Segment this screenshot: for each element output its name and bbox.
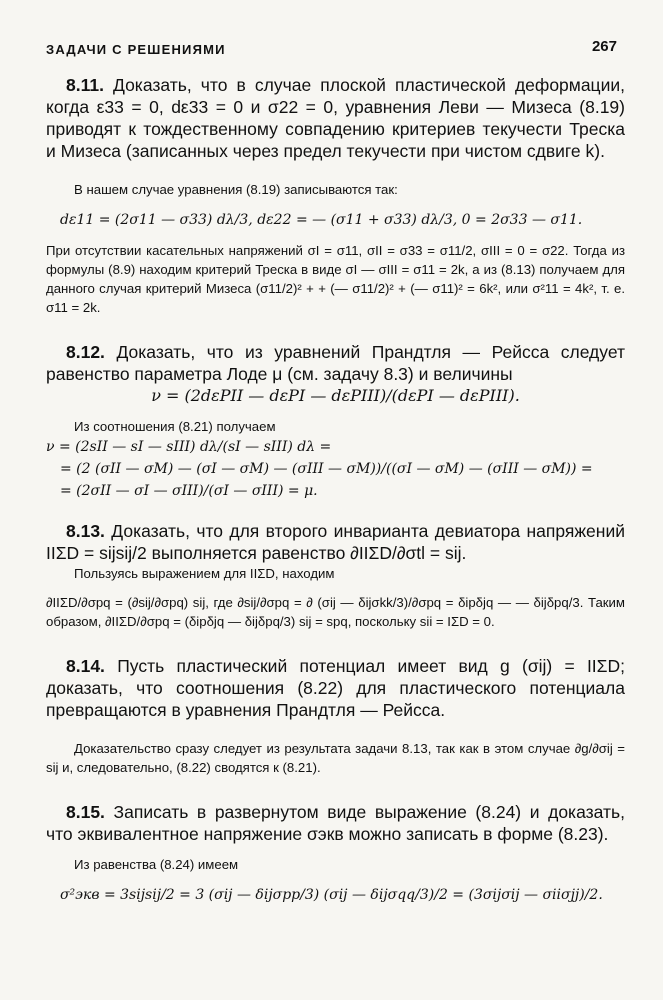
problem-number: 8.12. xyxy=(66,342,105,362)
problem-number: 8.13. xyxy=(66,521,105,541)
formula-8-12-line-2: = (2 (σII — σM) — (σI — σM) — (σIII — σM))/((σI — σM) — (σIII — σM)) = xyxy=(60,461,593,477)
page-number: 267 xyxy=(591,38,617,55)
solution-8-15-intro: Из равенства (8.24) имеем xyxy=(74,857,239,872)
problem-text: Доказать, что из уравнений Прандтля — Рейсса следует равенство параметра Лоде μ (см. задачу 8.3) и величины xyxy=(46,342,625,384)
formula-8-12-line-1: ν = (2sII — sI — sIII) dλ/(sI — sIII) dλ = xyxy=(46,439,332,455)
problem-text: Доказать, что для второго инварианта девиатора напряжений IIΣD = sijsij/2 выполняется равенство ∂IIΣD/∂σtl = sij. xyxy=(46,521,625,563)
solution-8-11-intro: В нашем случае уравнения (8.19) записываются так: xyxy=(74,182,398,197)
solution-8-13-intro: Пользуясь выражением для IIΣD, находим xyxy=(74,566,335,581)
formula-8-15: σ²экв = 3sijsij/2 = 3 (σij — δijσpp/3) (σij — δijσqq/3)/2 = (3σijσij — σiiσjj)/2. xyxy=(60,887,603,903)
solution-8-12-intro: Из соотношения (8.21) получаем xyxy=(74,419,276,434)
solution-8-11-text: При отсутствии касательных напряжений σI = σ11, σII = σ33 = σ11/2, σIII = 0 = σ22. Тогда из формулы (8.9) находим критерий Треска в виде σI — σIII = σ11 = 2k, а из (8.13) получаем для данного случая критерий Мизеса (σ11/2)² + + (— σ11/2)² + (— σ11)² = 6k², или σ²11 = 4k², т. е. σ11 = 2k. xyxy=(46,243,625,315)
page-content xyxy=(46,74,625,906)
problem-number: 8.15. xyxy=(66,802,105,822)
problem-8-12-statement xyxy=(46,341,625,385)
formula-8-12-nu: ν = (2dεPII — dεPI — dεPIII)/(dεPI — dεPIII). xyxy=(151,386,520,405)
solution-8-14-text: Доказательство сразу следует из результата задачи 8.13, так как в этом случае ∂g/∂σij = sij и, следовательно, (8.22) сводятся к (8.21). xyxy=(46,741,625,775)
problem-text: Записать в развернутом виде выражение (8.24) и доказать, что эквивалентное напряжение σэкв можно записать в форме (8.23). xyxy=(46,802,625,844)
problem-8-14-statement xyxy=(46,655,625,721)
formula-8-11: dε11 = (2σ11 — σ33) dλ/3, dε22 = — (σ11 + σ33) dλ/3, 0 = 2σ33 — σ11. xyxy=(60,212,583,228)
problem-number: 8.14. xyxy=(66,656,105,676)
problem-8-13-statement xyxy=(46,520,625,564)
problem-text: Пусть пластический потенциал имеет вид g (σij) = IIΣD; доказать, что соотношения (8.22) для пластического потенциала превращаются в уравнения Прандтля — Рейсса. xyxy=(46,656,625,720)
problem-number: 8.11. xyxy=(66,75,104,95)
running-head: ЗАДАЧИ С РЕШЕНИЯМИ xyxy=(46,42,226,57)
page-header xyxy=(46,38,625,62)
problem-8-15-statement xyxy=(46,801,625,845)
formula-8-12-line-3: = (2σII — σI — σIII)/(σI — σIII) = μ. xyxy=(60,483,318,499)
problem-text: Доказать, что в случае плоской пластической деформации, когда ε33 = 0, dε33 = 0 и σ22 = 0, уравнения Леви — Мизеса (8.19) приводят к тождественному совпадению критериев текучести Треска и Мизеса (записанных через предел текучести при чистом сдвиге k). xyxy=(46,75,625,161)
problem-8-11-statement xyxy=(46,74,625,162)
solution-8-13-text: ∂IIΣD/∂σpq = (∂sij/∂σpq) sij, где ∂sij/∂σpq = ∂ (σij — δijσkk/3)/∂σpq = δipδjq — — δijδpq/3. Таким образом, ∂IIΣD/∂σpq = (δipδjq — δijδpq/3) sij = spq, поскольку sii = IΣD = 0. xyxy=(46,595,625,629)
